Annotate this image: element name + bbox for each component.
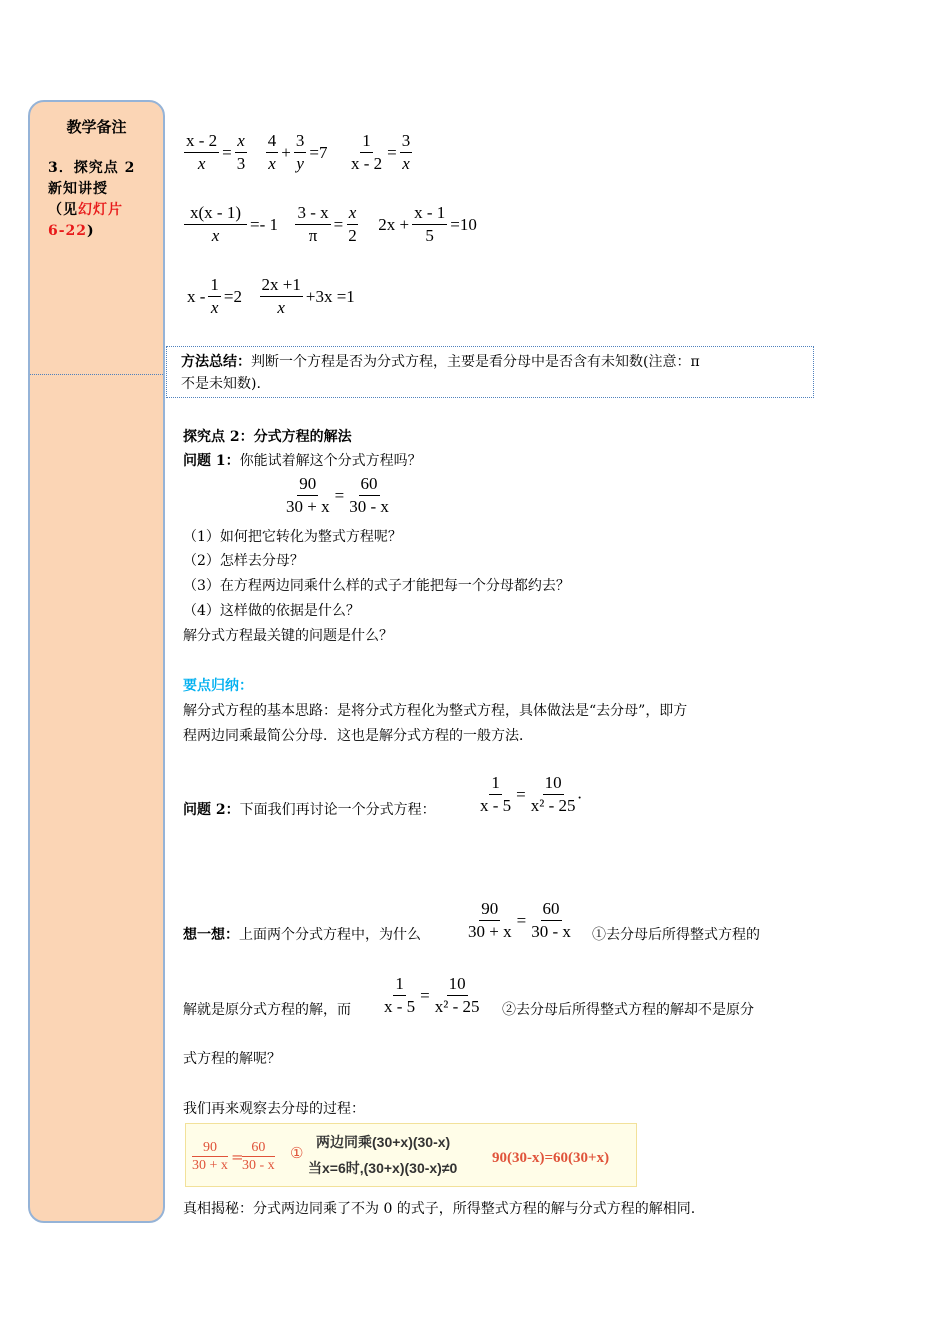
key-points-label: 要点归纳： [183, 678, 253, 694]
list-item: （3）在方程两边同乘什么样的式子才能把每一个分母都约去？ [183, 578, 570, 594]
key-points-text: 解分式方程的基本思路：是将分式方程化为整式方程，具体做法是“去分母”，即方 [183, 703, 688, 719]
think-line-1b: ①去分母后所得整式方程的 [592, 927, 760, 943]
image-step-text: 两边同乘(30+x)(30-x) [316, 1134, 451, 1150]
equation-q1: $\frac{90}{30 + x}$ = $\frac{60}{30 - x}$ [286, 474, 389, 516]
sidebar-divider [30, 374, 163, 375]
method-summary-box: 方法总结：判断一个方程是否为分式方程，主要是看分母中是否含有未知数(注意：π 不是未知数). [166, 346, 814, 398]
equation-q2-inline: $\frac{1}{x - 5}$ = $\frac{10}{\text{x² - 25}}$ [384, 974, 480, 1016]
equation-q1-inline: $\frac{90}{30 + x}$ = $\frac{60}{30 - x}$ [468, 899, 571, 941]
process-image: 90 30 + x = 60 30 - x ① 两边同乘(30+x)(30-x) 当x=6时,(30+x)(30-x)≠0 90(30-x)=60(30+x) [185, 1123, 637, 1187]
image-fraction-right: 60 30 - x [242, 1140, 275, 1173]
question-2: 问题 2：下面我们再讨论一个分式方程： [183, 802, 436, 818]
list-item: （2）怎样去分母？ [183, 553, 304, 569]
think-line-2: 解就是原分式方程的解，而 [183, 1002, 351, 1018]
key-points-text: 程两边同乘最简公分母．这也是解分式方程的一般方法． [183, 728, 533, 744]
key-question: 解分式方程最关键的问题是什么？ [183, 628, 393, 644]
think-line-3: 式方程的解呢？ [183, 1051, 281, 1067]
sidebar-note: 3．探究点 2 新知讲授 （见幻灯片 6-22) [48, 160, 136, 239]
teaching-notes-sidebar [28, 100, 165, 1223]
question-1: 问题 1：你能试着解这个分式方程吗？ [183, 453, 422, 469]
section-title: 探究点 2：分式方程的解法 [183, 429, 352, 445]
image-condition-text: 当x=6时,(30+x)(30-x)≠0 [308, 1160, 458, 1176]
image-result-text: 90(30-x)=60(30+x) [492, 1150, 610, 1166]
observe-text: 我们再来观察去分母的过程： [183, 1101, 365, 1117]
list-item: （4）这样做的依据是什么？ [183, 603, 360, 619]
list-item: （1）如何把它转化为整式方程呢？ [183, 529, 402, 545]
circle-one-label: ① [290, 1144, 304, 1162]
image-fraction-left: 90 30 + x [192, 1140, 228, 1173]
equation-row-1: $\frac{x - 2}{x}$ = $\frac{x}{3}$ $\frac{4}{x}$ + $\frac{3}{y}$ =7 $\frac{1}{x - 2}$ = $\frac{3}{x}$ [186, 131, 411, 173]
truth-text: 真相揭秘：分式两边同乘了不为 0 的式子，所得整式方程的解与分式方程的解相同. [183, 1201, 696, 1217]
think-line-2b: ②去分母后所得整式方程的解却不是原分 [502, 1002, 754, 1018]
sidebar-title: 教学备注 [66, 118, 127, 136]
equation-q2: $\frac{1}{x - 5}$ = $\frac{10}{\text{x² - 25}}$ . [480, 773, 582, 815]
equation-row-2: $\frac{x(x - 1)}{x}$ =- 1 $\frac{3 - x}{\pi}$ = $\frac{x}{2}$ 2x + $\frac{x - 1}{5}$ =10 [184, 202, 480, 247]
equation-row-3: x - $\frac{1}{x}$ =2 $\frac{2x +1}{x}$ +3x =1 [187, 275, 355, 317]
think-line-1: 想一想：上面两个分式方程中，为什么 [183, 927, 421, 943]
